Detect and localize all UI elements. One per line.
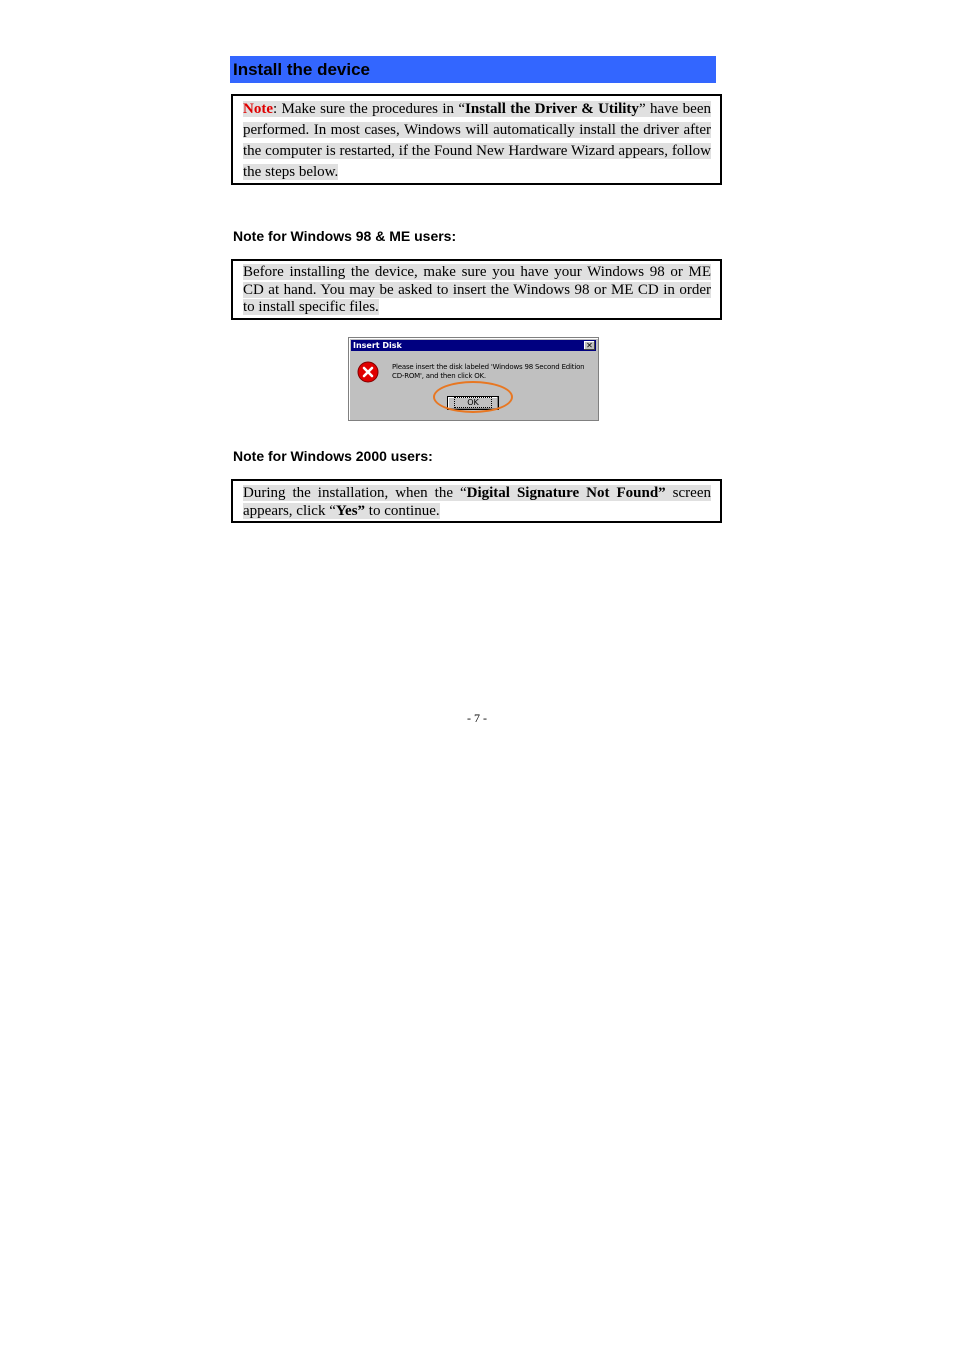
win2000-text-3: to continue. bbox=[365, 503, 440, 519]
note-sep: : bbox=[273, 101, 282, 117]
win98-box bbox=[231, 259, 722, 320]
note-text-1: Make sure the procedures in “ bbox=[281, 101, 466, 117]
win2000-bold-yes: Yes” bbox=[335, 503, 366, 519]
win2000-bold-digital-signature: Digital Signature Not Found” bbox=[466, 485, 666, 501]
dialog-title: Insert Disk bbox=[353, 341, 402, 350]
error-icon bbox=[357, 361, 379, 383]
dialog-message: Please insert the disk labeled 'Windows 98 Second Edition CD-ROM', and then click OK. bbox=[392, 363, 585, 380]
ok-button-label: OK bbox=[454, 397, 492, 408]
note-box bbox=[231, 94, 722, 185]
section-title: Install the device bbox=[230, 56, 716, 83]
win2000-heading: Note for Windows 2000 users: bbox=[233, 448, 433, 464]
win98-heading: Note for Windows 98 & ME users: bbox=[233, 228, 457, 244]
win2000-text bbox=[243, 485, 711, 519]
win2000-box bbox=[231, 479, 722, 523]
page-number: - 7 - bbox=[467, 711, 487, 725]
note-label: Note bbox=[243, 101, 273, 117]
dialog-titlebar bbox=[351, 340, 596, 351]
note-bold-driver-utility: Install the Driver & Utility bbox=[465, 101, 639, 117]
note-text-2: ” have been performed. In most cases, Windows will automatically install the driver after the computer is restarted, if the Found New Hardware Wizard appears, follow the steps below. bbox=[243, 101, 711, 180]
ok-highlight-circle bbox=[433, 381, 513, 413]
close-icon[interactable]: ✕ bbox=[584, 341, 595, 350]
note-text bbox=[243, 101, 711, 180]
win2000-text-2: screen appears, click “ bbox=[243, 485, 711, 519]
win2000-text-1: During the installation, when the “ bbox=[243, 485, 467, 501]
win98-text: Before installing the device, make sure you have your Windows 98 or ME CD at hand. You may be asked to insert the Windows 98 or ME CD in order to install specific files. bbox=[243, 264, 711, 316]
